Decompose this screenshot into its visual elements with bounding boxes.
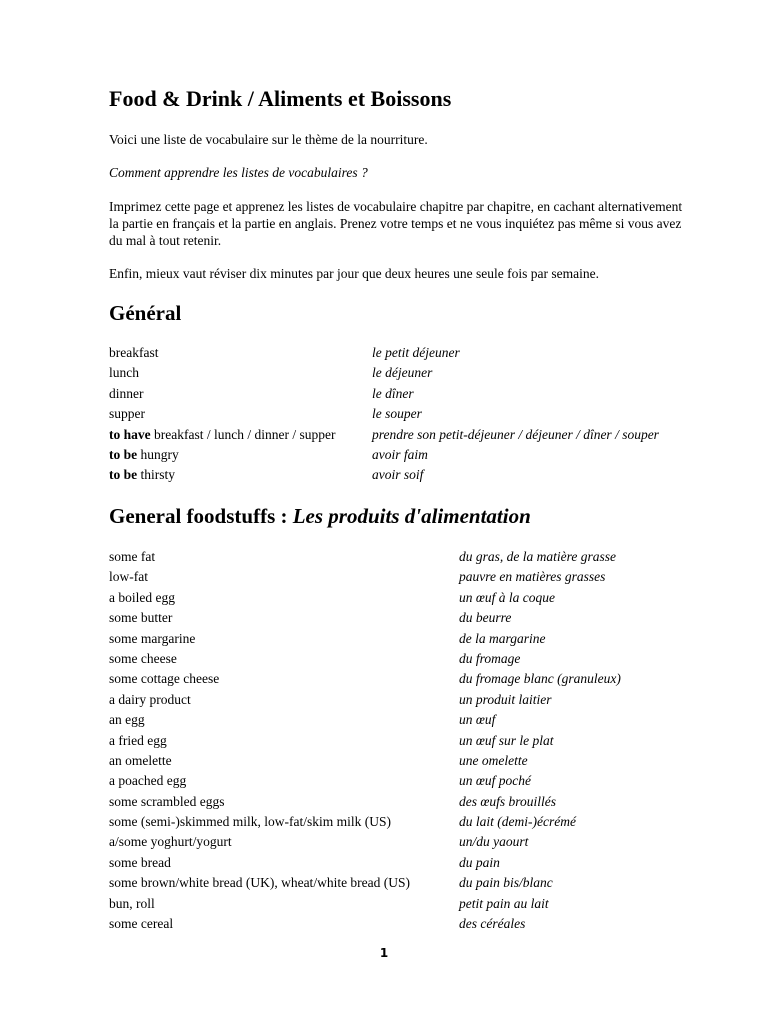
english-text: an omelette [109, 752, 172, 768]
vocab-list-foodstuffs [109, 547, 729, 934]
french-translation: des céréales [459, 916, 526, 932]
english-text: bun, roll [109, 895, 155, 911]
english-term [109, 465, 175, 485]
english-term [109, 751, 172, 771]
heading-english: General foodstuffs : [109, 504, 293, 528]
english-text: breakfast / lunch / dinner / supper [150, 426, 336, 442]
english-text: a boiled egg [109, 589, 175, 605]
french-translation: du fromage [459, 650, 521, 666]
vocab-row [109, 690, 729, 710]
vocab-row [109, 812, 729, 832]
english-term [109, 547, 155, 567]
english-text: thirsty [137, 467, 176, 483]
vocab-row [109, 853, 729, 873]
french-translation: du lait (demi-)écrémé [459, 814, 576, 830]
english-text: a/some yoghurt/yogurt [109, 834, 232, 850]
vocab-row [109, 771, 729, 791]
vocab-row [109, 343, 729, 363]
french-translation: un œuf à la coque [459, 589, 555, 605]
french-translation: un œuf sur le plat [459, 732, 554, 748]
english-text: some brown/white bread (UK), wheat/white bread (US) [109, 875, 411, 891]
french-translation: du gras, de la matière grasse [459, 549, 616, 564]
vocab-row [109, 710, 729, 730]
page-number: 1 [379, 946, 389, 960]
heading-french: Les produits d'alimentation [292, 504, 531, 528]
french-translation: pauvre en matières grasses [459, 569, 606, 585]
vocab-row [109, 567, 729, 587]
english-term [109, 629, 195, 649]
english-term [109, 710, 145, 730]
vocab-row [109, 894, 729, 914]
english-text: dinner [109, 385, 144, 401]
french-translation: une omelette [459, 752, 528, 768]
english-text: some (semi-)skimmed milk, low-fat/skim milk (US) [109, 814, 391, 830]
howto-title: Comment apprendre les listes de vocabulaires ? [109, 165, 368, 180]
english-term [109, 669, 219, 689]
english-term [109, 690, 191, 710]
french-translation: avoir soif [372, 467, 424, 483]
english-term [109, 771, 186, 791]
vocab-row [109, 363, 729, 383]
english-text: lunch [109, 365, 139, 381]
english-text: an egg [109, 712, 145, 728]
vocab-row [109, 465, 729, 485]
advice-text: Enfin, mieux vaut réviser dix minutes par jour que deux heures une seule fois par semaine. [109, 266, 599, 281]
english-term [109, 873, 410, 893]
vocab-row [109, 608, 729, 628]
french-translation: prendre son petit-déjeuner / déjeuner / dîner / souper [372, 426, 659, 442]
vocab-row [109, 588, 729, 608]
english-text: breakfast [109, 345, 159, 360]
english-text: some cheese [109, 650, 177, 666]
english-term [109, 792, 224, 812]
verb-prefix: to be [109, 446, 138, 462]
french-translation: avoir faim [372, 446, 428, 462]
english-text: hungry [137, 446, 179, 462]
english-text: some bread [109, 854, 171, 870]
vocab-row [109, 425, 729, 445]
english-text: some fat [109, 549, 156, 564]
french-translation: un œuf [459, 712, 496, 728]
vocab-row [109, 751, 729, 771]
vocab-row [109, 649, 729, 669]
english-term [109, 731, 167, 751]
page-title: Food & Drink / Aliments et Boissons [109, 86, 452, 111]
french-translation: des œufs brouillés [459, 793, 557, 809]
vocab-row [109, 832, 729, 852]
french-translation: un/du yaourt [459, 834, 529, 850]
section-heading-foodstuffs [109, 504, 531, 529]
english-text: some cottage cheese [109, 671, 220, 687]
english-term [109, 649, 177, 669]
vocab-row [109, 792, 729, 812]
english-text: some butter [109, 610, 173, 626]
vocab-row [109, 873, 729, 893]
verb-prefix: to have [109, 426, 151, 442]
french-translation: du pain [459, 854, 500, 870]
english-term [109, 894, 155, 914]
english-term [109, 853, 171, 873]
intro-text: Voici une liste de vocabulaire sur le thème de la nourriture. [109, 132, 428, 147]
howto-text: Imprimez cette page et apprenez les listes de vocabulaire chapitre par chapitre, en cachant alternativement la partie en français et la partie en anglais. Prenez votre temps et ne vous inquiétez pas même si vous avez du mal à tout retenir. [109, 199, 683, 248]
french-translation: le dîner [372, 385, 414, 401]
english-term [109, 363, 139, 383]
section-heading-general: Général [109, 301, 182, 325]
vocab-row [109, 384, 729, 404]
english-term [109, 384, 144, 404]
french-translation: un produit laitier [459, 691, 552, 707]
french-translation: du pain bis/blanc [459, 875, 553, 891]
french-translation: le souper [372, 406, 422, 422]
english-term [109, 608, 172, 628]
vocab-row [109, 914, 729, 934]
vocab-row [109, 404, 729, 424]
vocab-row [109, 731, 729, 751]
french-translation: petit pain au lait [459, 895, 549, 911]
french-translation: le petit déjeuner [372, 345, 460, 360]
english-term [109, 914, 173, 934]
english-text: a poached egg [109, 773, 187, 789]
english-term [109, 425, 335, 445]
english-term [109, 812, 391, 832]
english-text: some cereal [109, 916, 174, 932]
french-translation: de la margarine [459, 630, 546, 646]
french-translation: du fromage blanc (granuleux) [459, 671, 621, 687]
verb-prefix: to be [109, 467, 138, 483]
english-text: some margarine [109, 630, 196, 646]
vocab-row [109, 629, 729, 649]
english-text: some scrambled eggs [109, 793, 225, 809]
vocab-row [109, 669, 729, 689]
english-term [109, 567, 148, 587]
english-term [109, 343, 158, 363]
french-translation: un œuf poché [459, 773, 531, 789]
vocab-row [109, 547, 729, 567]
english-text: a fried egg [109, 732, 167, 748]
vocab-list-general [109, 343, 729, 486]
english-term [109, 445, 179, 465]
french-translation: le déjeuner [372, 365, 433, 381]
english-term [109, 588, 175, 608]
vocab-row [109, 445, 729, 465]
english-text: supper [109, 406, 145, 422]
english-term [109, 404, 145, 424]
english-text: low-fat [109, 569, 148, 585]
english-text: a dairy product [109, 691, 191, 707]
english-term [109, 832, 232, 852]
french-translation: du beurre [459, 610, 512, 626]
